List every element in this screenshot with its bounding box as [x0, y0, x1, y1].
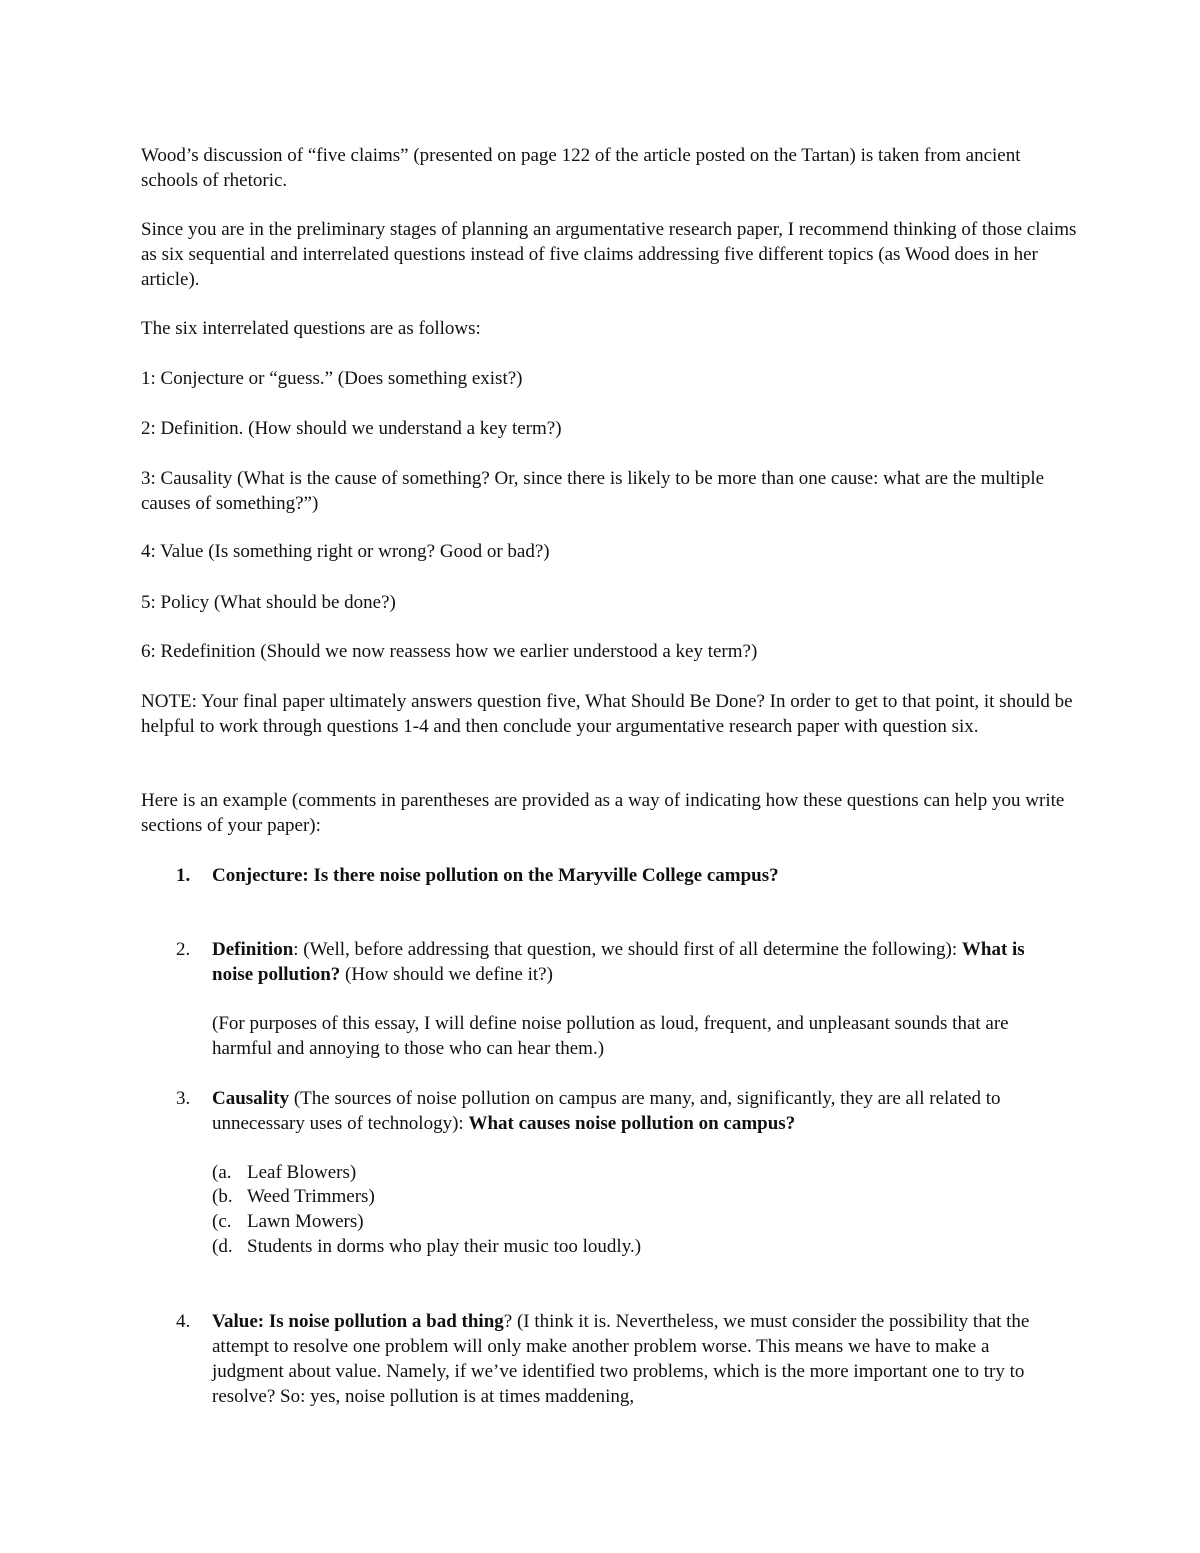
intro-paragraph-2: Since you are in the preliminary stages of planning an argumentative research paper, I recommend thinking of those claims as six sequential and interrelated questions instead of five claims addressing five different topics (as Wood does in her article). [141, 219, 1077, 290]
question-4: 4: Value (Is something right or wrong? Good or bad?) [141, 541, 550, 562]
item-heading: Causality [212, 1088, 290, 1109]
question-1: 1: Conjecture or “guess.” (Does something exist?) [141, 368, 523, 389]
item-number: 3. [176, 1088, 191, 1109]
item-text: Causality (The sources of noise pollution on campus are many, and, significantly, they are all related to unnecessary uses of technology): What causes noise pollution on campus? [212, 1088, 1001, 1134]
sub-item-a: (a. Leaf Blowers) [212, 1162, 357, 1183]
question-6: 6: Redefinition (Should we now reassess how we earlier understood a key term?) [141, 641, 758, 662]
item-question: What is noise pollution? [212, 939, 1025, 985]
sub-item-c: (c. Lawn Mowers) [212, 1211, 364, 1232]
question-2: 2: Definition. (How should we understand a key term?) [141, 418, 562, 439]
sub-item-b: (b. Weed Trimmers) [212, 1186, 375, 1207]
item-number: 4. [176, 1311, 191, 1332]
item-heading: Definition [212, 939, 294, 960]
item-number: 2. [176, 939, 191, 960]
item-heading: Value: Is noise pollution a bad thing [212, 1311, 504, 1332]
item-2-definition-paragraph: (For purposes of this essay, I will define noise pollution as loud, frequent, and unpleasant sounds that are harmful and annoying to those who can hear them.) [212, 1013, 1009, 1059]
intro-paragraph-1: Wood’s discussion of “five claims” (presented on page 122 of the article posted on the Tartan) is taken from ancient schools of rhetoric. [141, 145, 1021, 191]
intro-paragraph-3: The six interrelated questions are as follows: [141, 318, 481, 339]
item-text: Conjecture: Is there noise pollution on the Maryville College campus? [212, 865, 779, 886]
item-text: Definition: (Well, before addressing that question, we should first of all determine the following): What is noise pollution? (How should we define it?) [212, 939, 1025, 985]
item-text: Value: Is noise pollution a bad thing? (I think it is. Nevertheless, we must consider the possibility that the attempt to resolve one problem will only make another problem worse. This means we have to make a judgment about value. Namely, if we’ve identified two problems, which is the more important one to try to resolve? So: yes, noise pollution is at times maddening, [212, 1311, 1030, 1407]
sub-item-d: (d. Students in dorms who play their music too loudly.) [212, 1236, 642, 1257]
question-3: 3: Causality (What is the cause of something? Or, since there is likely to be more than one cause: what are the multiple causes of something?”) [141, 468, 1045, 514]
question-5: 5: Policy (What should be done?) [141, 592, 396, 613]
note-paragraph: NOTE: Your final paper ultimately answers question five, What Should Be Done? In order to get to that point, it should be helpful to work through questions 1-4 and then conclude your argumentative research paper with question six. [141, 691, 1073, 737]
item-question: What causes noise pollution on campus? [468, 1113, 796, 1134]
example-intro: Here is an example (comments in parentheses are provided as a way of indicating how these questions can help you write sections of your paper): [141, 790, 1065, 836]
item-number: 1. [176, 865, 191, 886]
